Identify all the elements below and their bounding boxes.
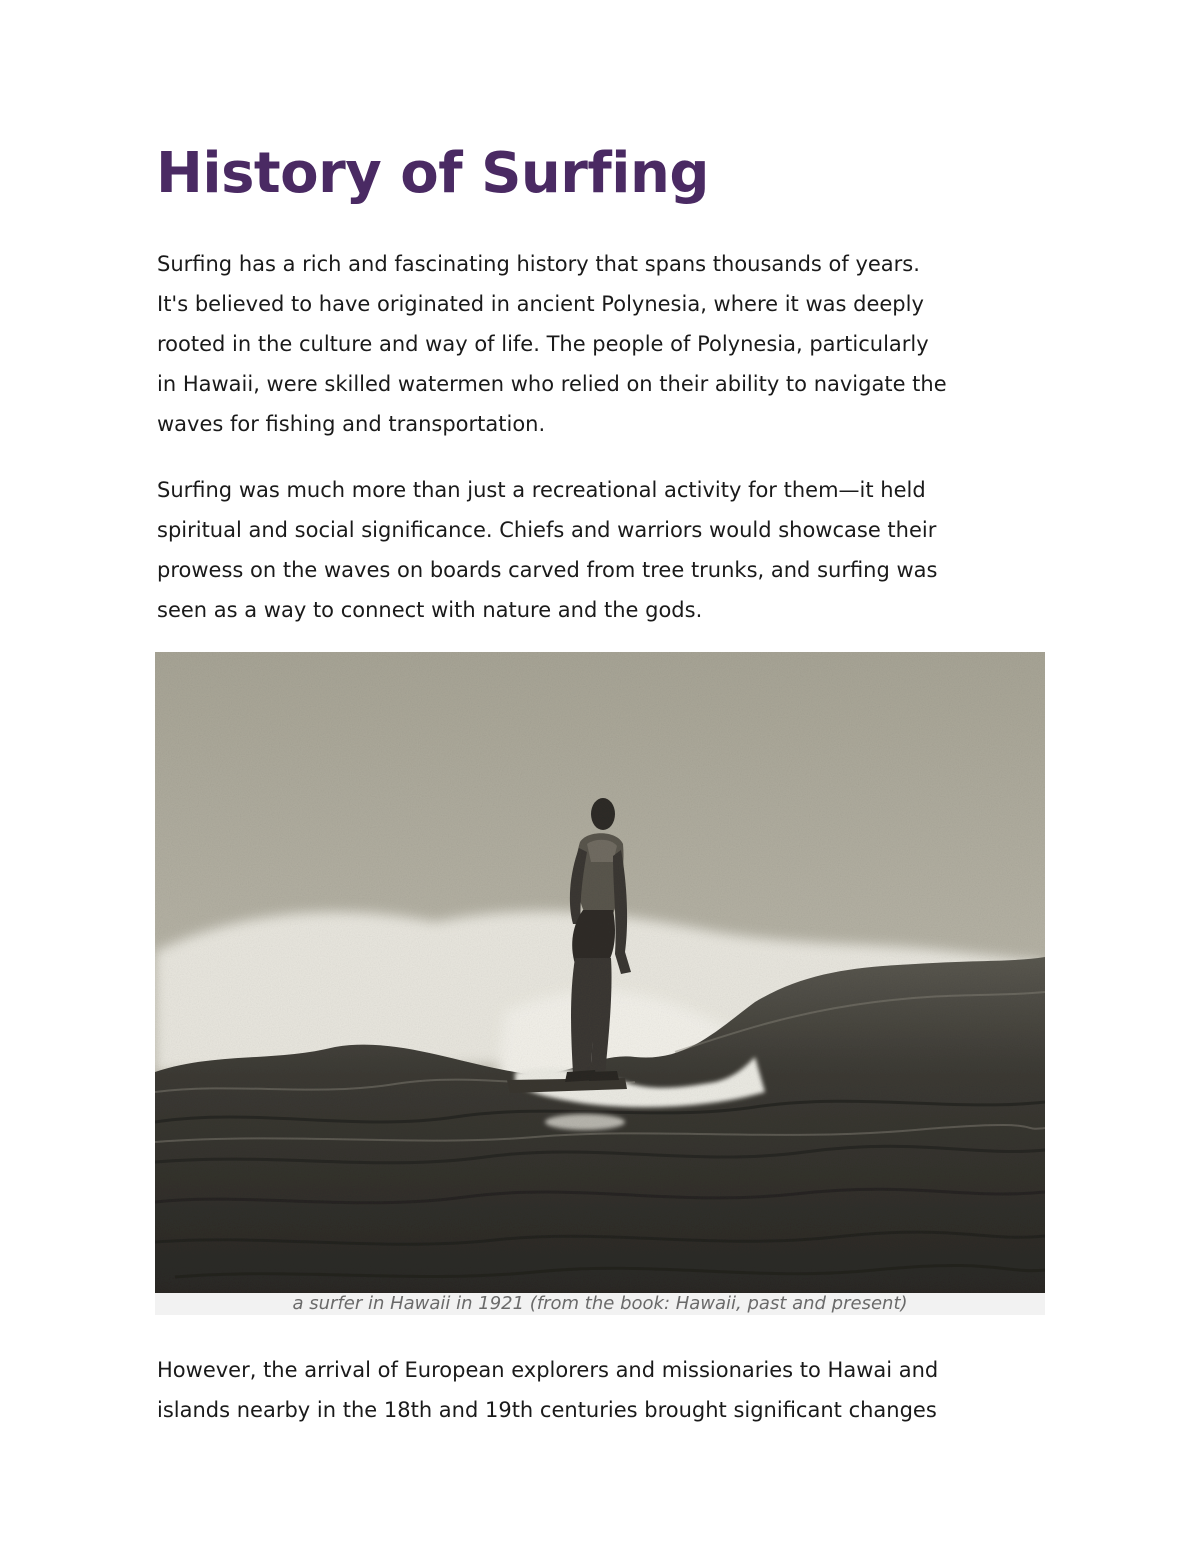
text-line: waves for fishing and transportation. [157,412,546,436]
text-line: islands nearby in the 18th and 19th centuries brought significant changes [157,1398,937,1422]
document-title: History of Surfing [156,141,709,206]
paragraph-origins [157,244,1057,444]
text-line: However, the arrival of European explorers and missionaries to Hawai and [157,1358,939,1382]
text-line: seen as a way to connect with nature and the gods. [157,598,703,622]
text-line: spiritual and social significance. Chiefs and warriors would showcase their [157,518,937,542]
paragraph-european-arrival [157,1350,1057,1430]
paragraph-significance [157,470,1057,630]
surfer-photo [155,652,1045,1293]
text-line: It's believed to have originated in ancient Polynesia, where it was deeply [157,292,924,316]
figure-caption: a surfer in Hawaii in 1921 (from the book: Hawaii, past and present) [155,1293,1045,1315]
text-line: prowess on the waves on boards carved from tree trunks, and surfing was [157,558,938,582]
text-line: rooted in the culture and way of life. The people of Polynesia, particularly [157,332,929,356]
text-line: Surfing was much more than just a recreational activity for them—it held [157,478,926,502]
text-line: in Hawaii, were skilled watermen who relied on their ability to navigate the [157,372,947,396]
text-line: Surfing has a rich and fascinating history that spans thousands of years. [157,252,920,276]
